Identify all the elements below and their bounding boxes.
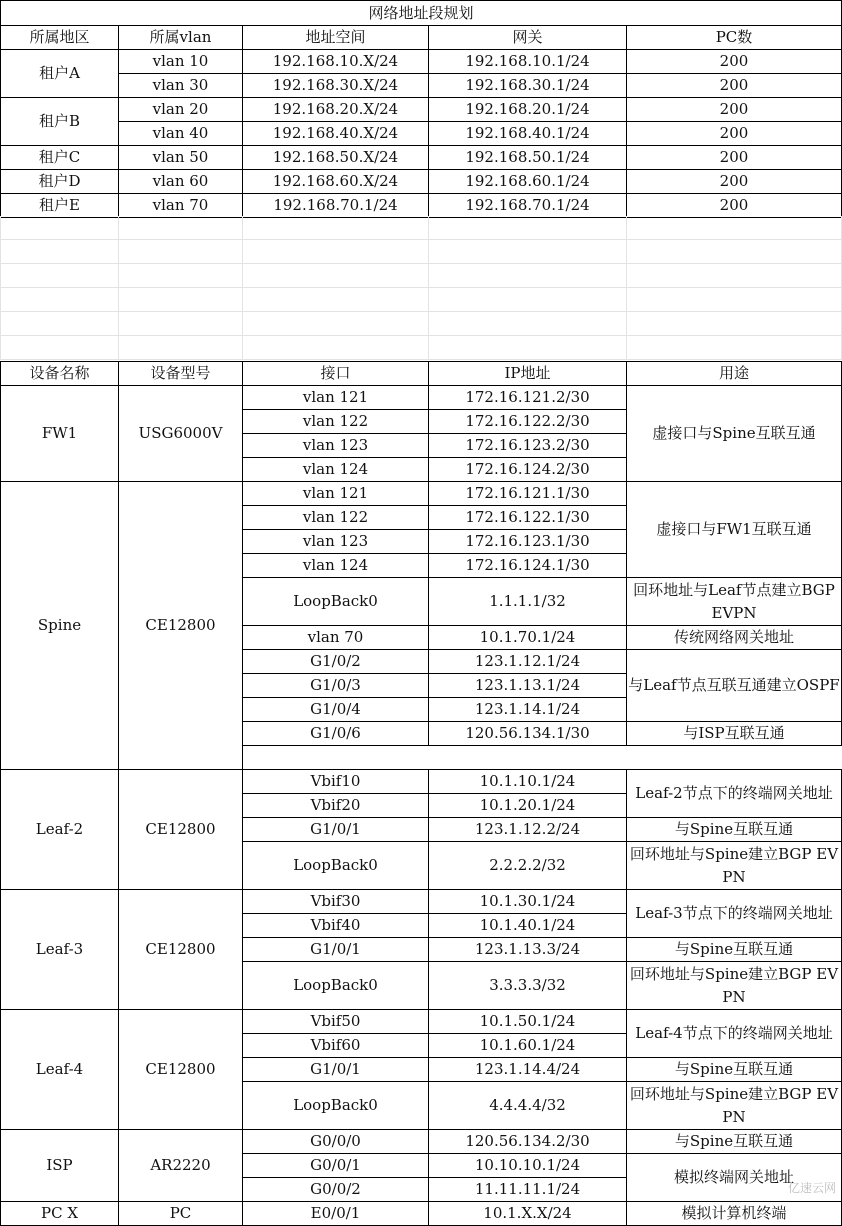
pc-count-cell: 200 [627, 146, 842, 170]
header-cell: 地址空间 [243, 26, 429, 50]
vlan-cell: vlan 20 [119, 98, 243, 122]
pc-count-cell: 200 [627, 98, 842, 122]
interface-cell: G0/0/2 [243, 1178, 429, 1202]
header-cell: 所属地区 [1, 26, 119, 50]
ip-cell: 172.16.124.1/30 [429, 554, 627, 578]
gateway-cell: 192.168.40.1/24 [429, 122, 627, 146]
device-name-cell: Leaf-3 [1, 890, 119, 1010]
ip-cell: 123.1.12.2/24 [429, 818, 627, 842]
interface-cell: G1/0/6 [243, 722, 429, 746]
table-row [1, 74, 842, 98]
ip-cell: 172.16.124.2/30 [429, 458, 627, 482]
device-model-cell: CE12800 [119, 890, 243, 1010]
watermark: 亿速云网 [787, 1181, 836, 1195]
ip-cell: 172.16.121.2/30 [429, 386, 627, 410]
ip-cell: 172.16.122.2/30 [429, 410, 627, 434]
interface-cell: G1/0/1 [243, 1058, 429, 1082]
ip-cell: 10.1.50.1/24 [429, 1010, 627, 1034]
address-plan-table [0, 0, 842, 218]
ip-cell: 172.16.123.2/30 [429, 434, 627, 458]
header-cell: 设备名称 [1, 362, 119, 386]
ip-cell: 2.2.2.2/32 [429, 842, 627, 890]
ip-cell: 10.1.70.1/24 [429, 626, 627, 650]
device-name-cell: FW1 [1, 386, 119, 482]
header-cell: 用途 [627, 362, 842, 386]
purpose-cell: 回环地址与Spine建立BGP EVPN [627, 962, 842, 1010]
header-cell: 设备型号 [119, 362, 243, 386]
interface-cell: LoopBack0 [243, 962, 429, 1010]
purpose-cell: 与Spine互联互通 [627, 818, 842, 842]
interface-cell: vlan 70 [243, 626, 429, 650]
purpose-cell: 与Leaf节点互联互通建立OSPF [627, 650, 842, 722]
table-row [1, 386, 842, 410]
space-cell: 192.168.40.X/24 [243, 122, 429, 146]
device-model-cell: CE12800 [119, 1010, 243, 1130]
ip-cell: 10.1.60.1/24 [429, 1034, 627, 1058]
ip-cell: 10.1.X.X/24 [429, 1202, 627, 1226]
interface-cell: G1/0/1 [243, 938, 429, 962]
ip-cell: 172.16.121.1/30 [429, 482, 627, 506]
ip-cell: 10.10.10.1/24 [429, 1154, 627, 1178]
interface-cell: Vbif30 [243, 890, 429, 914]
ip-cell: 172.16.123.1/30 [429, 530, 627, 554]
purpose-cell: 回环地址与Spine建立BGP EVPN [627, 1082, 842, 1130]
interface-cell: Vbif50 [243, 1010, 429, 1034]
space-cell: 192.168.70.1/24 [243, 194, 429, 218]
table-row [1, 122, 842, 146]
header-cell: 网关 [429, 26, 627, 50]
space-cell: 192.168.60.X/24 [243, 170, 429, 194]
ip-cell: 123.1.14.4/24 [429, 1058, 627, 1082]
table-header-row [1, 362, 842, 386]
gateway-cell: 192.168.20.1/24 [429, 98, 627, 122]
pc-count-cell: 200 [627, 74, 842, 98]
device-name-cell: PC X [1, 1202, 119, 1226]
header-cell: IP地址 [429, 362, 627, 386]
purpose-cell: 虚接口与Spine互联互通 [627, 386, 842, 482]
gateway-cell: 192.168.30.1/24 [429, 74, 627, 98]
interface-cell: Vbif60 [243, 1034, 429, 1058]
interface-cell: G1/0/3 [243, 674, 429, 698]
blank-grid [0, 216, 842, 360]
gateway-cell: 192.168.60.1/24 [429, 170, 627, 194]
interface-cell: Vbif20 [243, 794, 429, 818]
vlan-cell: vlan 40 [119, 122, 243, 146]
interface-cell: vlan 121 [243, 386, 429, 410]
gateway-cell: 192.168.10.1/24 [429, 50, 627, 74]
ip-cell: 123.1.14.1/24 [429, 698, 627, 722]
table-row [1, 890, 842, 914]
header-cell: PC数 [627, 26, 842, 50]
ip-cell: 11.11.11.1/24 [429, 1178, 627, 1202]
interface-cell: G1/0/4 [243, 698, 429, 722]
table-header-row [1, 26, 842, 50]
header-cell: 所属vlan [119, 26, 243, 50]
interface-cell: vlan 122 [243, 506, 429, 530]
gateway-cell: 192.168.50.1/24 [429, 146, 627, 170]
ip-cell: 10.1.40.1/24 [429, 914, 627, 938]
device-name-cell: Spine [1, 482, 119, 770]
interface-cell: LoopBack0 [243, 842, 429, 890]
table-row [1, 1202, 842, 1226]
ip-cell: 123.1.13.3/24 [429, 938, 627, 962]
interface-cell: vlan 124 [243, 458, 429, 482]
vlan-cell: vlan 70 [119, 194, 243, 218]
vlan-cell: vlan 50 [119, 146, 243, 170]
device-interface-table [0, 361, 842, 1226]
vlan-cell: vlan 30 [119, 74, 243, 98]
vlan-cell: vlan 60 [119, 170, 243, 194]
interface-cell: G1/0/1 [243, 818, 429, 842]
table-row [1, 482, 842, 506]
purpose-cell: Leaf-3节点下的终端网关地址 [627, 890, 842, 938]
interface-cell: Vbif10 [243, 770, 429, 794]
interface-cell: vlan 123 [243, 530, 429, 554]
space-cell: 192.168.30.X/24 [243, 74, 429, 98]
device-model-cell: USG6000V [119, 386, 243, 482]
table-row [1, 50, 842, 74]
device-model-cell: CE12800 [119, 770, 243, 890]
purpose-cell: 回环地址与Spine建立BGP EVPN [627, 842, 842, 890]
ip-cell: 10.1.10.1/24 [429, 770, 627, 794]
tenant-cell: 租户A [1, 50, 119, 98]
ip-cell: 10.1.20.1/24 [429, 794, 627, 818]
tenant-cell: 租户C [1, 146, 119, 170]
purpose-cell: 与Spine互联互通 [627, 1058, 842, 1082]
purpose-cell: Leaf-4节点下的终端网关地址 [627, 1010, 842, 1058]
ip-cell: 1.1.1.1/32 [429, 578, 627, 626]
ip-cell: 123.1.13.1/24 [429, 674, 627, 698]
table-row [1, 170, 842, 194]
table-row [1, 194, 842, 218]
pc-count-cell: 200 [627, 170, 842, 194]
interface-cell: vlan 124 [243, 554, 429, 578]
table-row [1, 98, 842, 122]
interface-cell: vlan 121 [243, 482, 429, 506]
interface-cell: G1/0/2 [243, 650, 429, 674]
device-name-cell: Leaf-4 [1, 1010, 119, 1130]
ip-cell: 10.1.30.1/24 [429, 890, 627, 914]
ip-cell: 4.4.4.4/32 [429, 1082, 627, 1130]
purpose-cell: 回环地址与Leaf节点建立BGP EVPN [627, 578, 842, 626]
table-row [1, 770, 842, 794]
gateway-cell: 192.168.70.1/24 [429, 194, 627, 218]
table-row [1, 1010, 842, 1034]
vlan-cell: vlan 10 [119, 50, 243, 74]
interface-cell: G0/0/0 [243, 1130, 429, 1154]
pc-count-cell: 200 [627, 122, 842, 146]
tenant-cell: 租户E [1, 194, 119, 218]
tenant-cell: 租户D [1, 170, 119, 194]
device-model-cell: CE12800 [119, 482, 243, 770]
purpose-cell: 与Spine互联互通 [627, 1130, 842, 1154]
purpose-cell: 虚接口与FW1互联互通 [627, 482, 842, 578]
space-cell: 192.168.10.X/24 [243, 50, 429, 74]
interface-cell: LoopBack0 [243, 1082, 429, 1130]
space-cell: 192.168.50.X/24 [243, 146, 429, 170]
purpose-cell: 模拟终端网关地址 [627, 1154, 842, 1202]
ip-cell: 172.16.122.1/30 [429, 506, 627, 530]
interface-cell: vlan 122 [243, 410, 429, 434]
interface-cell: Vbif40 [243, 914, 429, 938]
ip-cell: 120.56.134.2/30 [429, 1130, 627, 1154]
interface-cell: E0/0/1 [243, 1202, 429, 1226]
purpose-cell: Leaf-2节点下的终端网关地址 [627, 770, 842, 818]
ip-cell: 120.56.134.1/30 [429, 722, 627, 746]
interface-cell: vlan 123 [243, 434, 429, 458]
table-title: 网络地址段规划 [1, 1, 842, 26]
device-name-cell: Leaf-2 [1, 770, 119, 890]
header-cell: 接口 [243, 362, 429, 386]
device-model-cell: PC [119, 1202, 243, 1226]
purpose-cell: 与ISP互联互通 [627, 722, 842, 746]
interface-cell: G0/0/1 [243, 1154, 429, 1178]
tenant-cell: 租户B [1, 98, 119, 146]
table-row [1, 146, 842, 170]
table-row [1, 1130, 842, 1154]
purpose-cell: 传统网络网关地址 [627, 626, 842, 650]
space-cell: 192.168.20.X/24 [243, 98, 429, 122]
device-name-cell: ISP [1, 1130, 119, 1202]
pc-count-cell: 200 [627, 50, 842, 74]
pc-count-cell: 200 [627, 194, 842, 218]
purpose-cell: 与Spine互联互通 [627, 938, 842, 962]
ip-cell: 3.3.3.3/32 [429, 962, 627, 1010]
purpose-cell: 模拟计算机终端 [627, 1202, 842, 1226]
interface-cell: LoopBack0 [243, 578, 429, 626]
ip-cell: 123.1.12.1/24 [429, 650, 627, 674]
device-model-cell: AR2220 [119, 1130, 243, 1202]
